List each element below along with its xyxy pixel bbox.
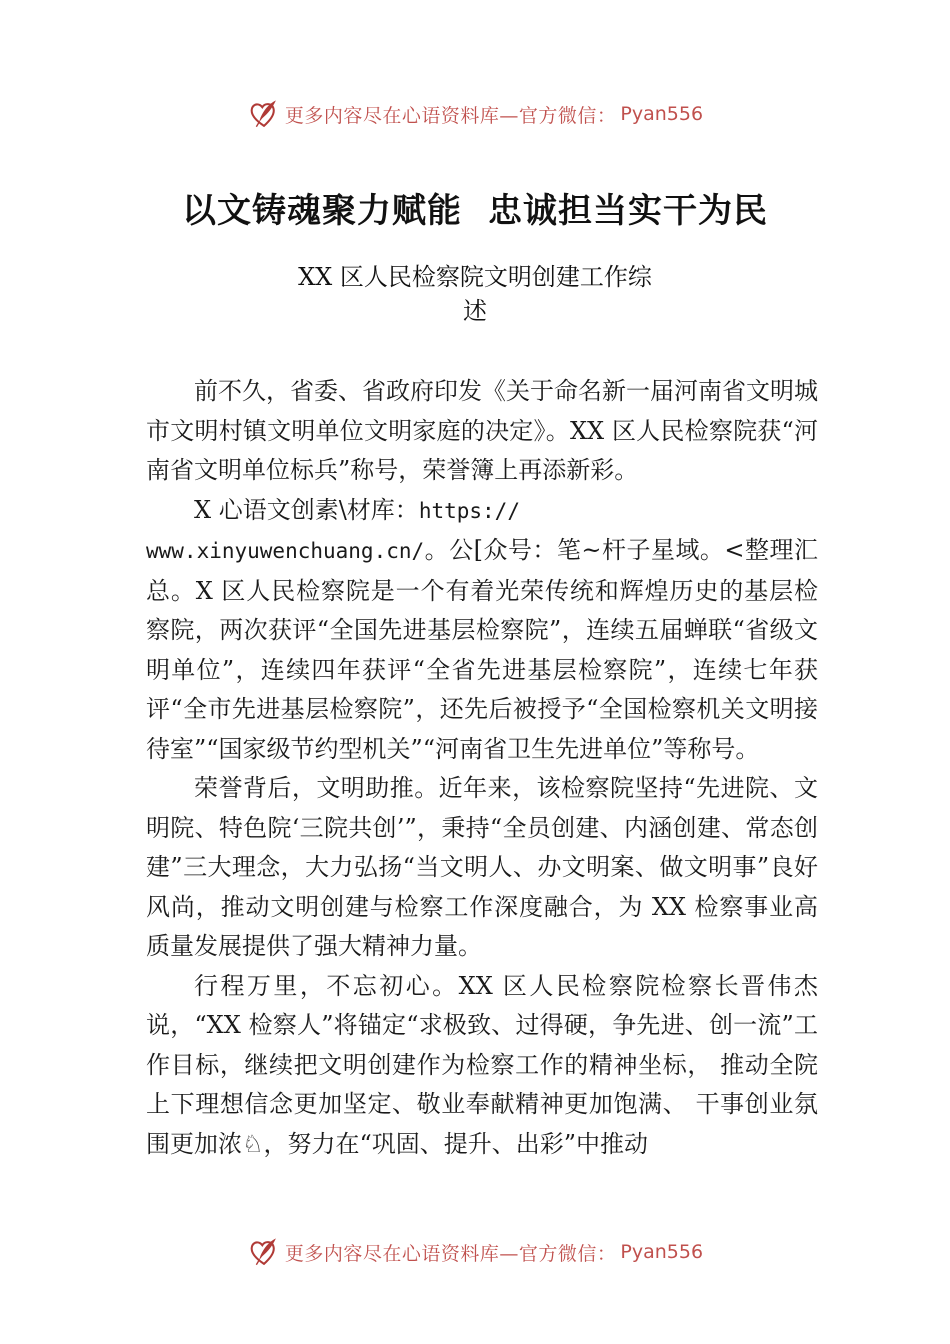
subtitle bbox=[0, 260, 950, 328]
paragraph-2-lead: X 心语文创素\材库： bbox=[194, 495, 419, 524]
paragraph-1: 前不久，省委、省政府印发《关于命名新一届河南省文明城市文明村镇文明单位文明家庭的决定》。XX 区人民检察院获“河南省文明单位标兵”称号，荣誉簿上再添新彩。 bbox=[146, 377, 818, 484]
paragraph-3: 荣誉背后，文明助推。近年来，该检察院坚持“先进院、文明院、特色院‘三院共创’”，秉持“全员创建、内涵创建、常态创建”三大理念，大力弘扬“当文明人、办文明案、做文明事”良好风尚，推动文明创建与检察工作深度融合，为 XX 检察事业高质量发展提供了强大精神力量。 bbox=[146, 774, 818, 960]
article-body bbox=[146, 372, 818, 1164]
paragraph-2 bbox=[146, 491, 818, 770]
url-scheme: https:// bbox=[418, 498, 520, 523]
url-domain: www.xinyuwenchuang.cn/ bbox=[146, 539, 425, 563]
bottom-banner bbox=[0, 1232, 950, 1272]
banner-inner bbox=[247, 1235, 703, 1269]
paragraph-4: 行程万里，不忘初心。XX 区人民检察院检察长晋伟杰说，“XX 检察人”将锚定“求极致、过得硬，争先进、创一流”工作目标，继续把文明创建作为检察工作的精神坐标， 推动全院上下理想信念更加坚定、敬业奉献精神更加饱满、 干事创业氛围更加浓♘，努力在“巩固、提升、出彩”中推动 bbox=[146, 971, 818, 1158]
quill-heart-icon bbox=[247, 1235, 281, 1269]
banner-text: 更多内容尽在心语资料库—官方微信： bbox=[284, 1242, 617, 1265]
wechat-id: Pyan556 bbox=[620, 103, 704, 125]
subtitle-line-1: XX 区人民检察院文明创建工作综 bbox=[298, 263, 652, 291]
paragraph-2-rest: 。公[众号：笔~杆子星域。<整理汇总。X 区人民检察院是一个有着光荣传统和辉煌历史的基层检察院，两次获评“全国先进基层检察院”，连续五届蝉联“省级文明单位”，连续四年获评“全省先进基层检察院”，连续七年获评“全市先进基层检察院”，还先后被授予“全国检察机关文明接待室”“国家级节约型机关”“河南省卫生先进单位”等称号。 bbox=[146, 536, 818, 763]
top-banner bbox=[0, 94, 950, 134]
banner-text: 更多内容尽在心语资料库—官方微信： bbox=[284, 104, 617, 127]
wechat-id: Pyan556 bbox=[620, 1241, 704, 1263]
banner-inner bbox=[247, 97, 703, 131]
quill-heart-icon bbox=[247, 97, 281, 131]
subtitle-line-2: 述 bbox=[463, 297, 487, 325]
page-title bbox=[0, 183, 950, 232]
title-part-1: 以文铸魂聚力赋能 bbox=[182, 191, 462, 231]
title-part-2: 忠诚担当实干为民 bbox=[488, 191, 768, 231]
